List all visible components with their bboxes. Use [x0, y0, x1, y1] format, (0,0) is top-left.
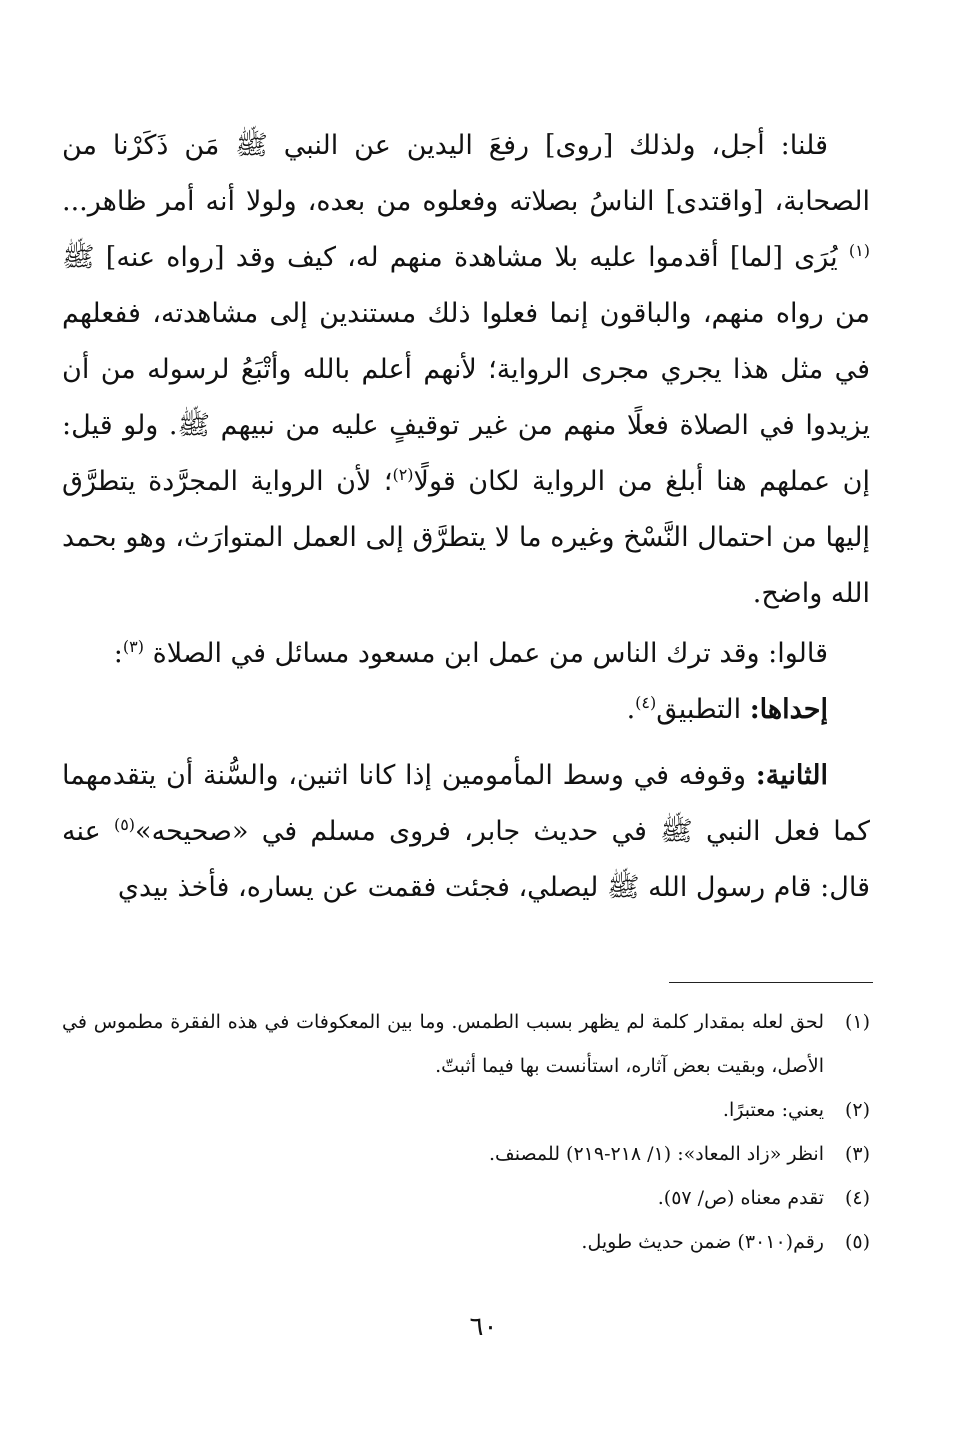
footnote-marker-5[interactable]: (٥)	[113, 815, 136, 834]
footnote-number: (٣)	[844, 1143, 870, 1165]
footnote-number: (٥)	[844, 1231, 870, 1253]
paragraph-4-label: الثانية:	[755, 760, 828, 791]
footnote-3	[62, 1132, 870, 1176]
footnote-2	[62, 1088, 870, 1132]
main-text	[62, 118, 870, 916]
footnote-4	[62, 1176, 870, 1220]
paragraph-3-text: التطبيق	[656, 694, 742, 725]
page-number: ٦٠	[469, 1312, 498, 1342]
paragraph-4-part-a: وقوفه في وسط المأمومين إذا كانا اثنين، والسُّنة أن يتقدمهما كما فعل النبي ﷺ في حديث جابر، فروى مسلم في «صحيحه»	[62, 760, 870, 847]
footnote-number: (١)	[844, 1011, 870, 1033]
paragraph-3-label: إحداها:	[749, 694, 828, 725]
footnote-text: يعني: معتبرًا.	[722, 1099, 824, 1121]
footnote-number: (٤)	[844, 1187, 870, 1209]
paragraph-2-part-a: قالوا: وقد ترك الناس من عمل ابن مسعود مسائل في الصلاة	[152, 638, 828, 669]
footnote-5	[62, 1220, 870, 1264]
paragraph-2	[62, 626, 870, 682]
paragraph-2-part-b: :	[113, 638, 123, 669]
paragraph-1-part-c: ؛ لأن الرواية المجرَّدة يتطرَّق إليها من احتمال النَّسْخ وغيره ما لا يتطرَّق إلى العمل المتوارَث، وهو بحمد الله واضح.	[62, 466, 870, 609]
footnote-marker-1[interactable]: (١)	[848, 241, 870, 260]
paragraph-3-end: .	[626, 694, 636, 725]
footnote-text: لحق لعله بمقدار كلمة لم يظهر بسبب الطمس. وما بين المعكوفات في هذه الفقرة مطموس في الأصل، وبقيت بعض آثاره، استأنست بها فيما أثبتّ.	[62, 1011, 824, 1077]
paragraph-4-part-b: عنه قال: قام رسول الله ﷺ ليصلي، فجئت فقمت عن يساره، فأخذ بيدي	[62, 816, 870, 903]
footnote-marker-4[interactable]: (٤)	[635, 693, 657, 712]
footnote-text: تقدم معناه (ص/ ٥٧).	[657, 1187, 824, 1209]
footnote-marker-2[interactable]: (٢)	[392, 465, 414, 484]
footnote-text: رقم(٣٠١٠) ضمن حديث طويل.	[581, 1231, 824, 1253]
footnote-text: انظر «زاد المعاد»: (١/ ٢١٨-٢١٩) للمصنف.	[489, 1143, 824, 1165]
paragraph-1-part-b: يُرَى [لما] أقدموا عليه بلا مشاهدة منهم له، كيف وقد [رواه عنه] ﷺ من رواه منهم، والباقون إنما فعلوا ذلك مستندين إلى مشاهدته، ففعلهم في مثل هذا يجري مجرى الرواية؛ لأنهم أعلم بالله وأتْبَعُ لرسوله من أن يزيدوا في الصلاة فعلًا منهم من غير توقيفٍ عليه من نبيهم ﷺ. ولو قيل: إن عملهم هنا أبلغ من الرواية لكان قولًا	[62, 242, 870, 497]
footnote-number: (٢)	[844, 1099, 870, 1121]
paragraph-1-part-a: قلنا: أجل، ولذلك [روى] رفعَ اليدين عن النبي ﷺ مَن ذَكَرْنا من الصحابة، [واقتدى] الناسُ بصلاته وفعلوه من بعده، ولولا أنه أمر ظاهر...	[62, 130, 870, 217]
paragraph-4	[62, 748, 870, 916]
footnote-1	[62, 1000, 870, 1088]
footnote-divider	[669, 982, 873, 983]
paragraph-1	[62, 118, 870, 622]
footnote-marker-3[interactable]: (٣)	[122, 637, 144, 656]
paragraph-3	[62, 682, 870, 738]
footnotes	[62, 1000, 870, 1264]
